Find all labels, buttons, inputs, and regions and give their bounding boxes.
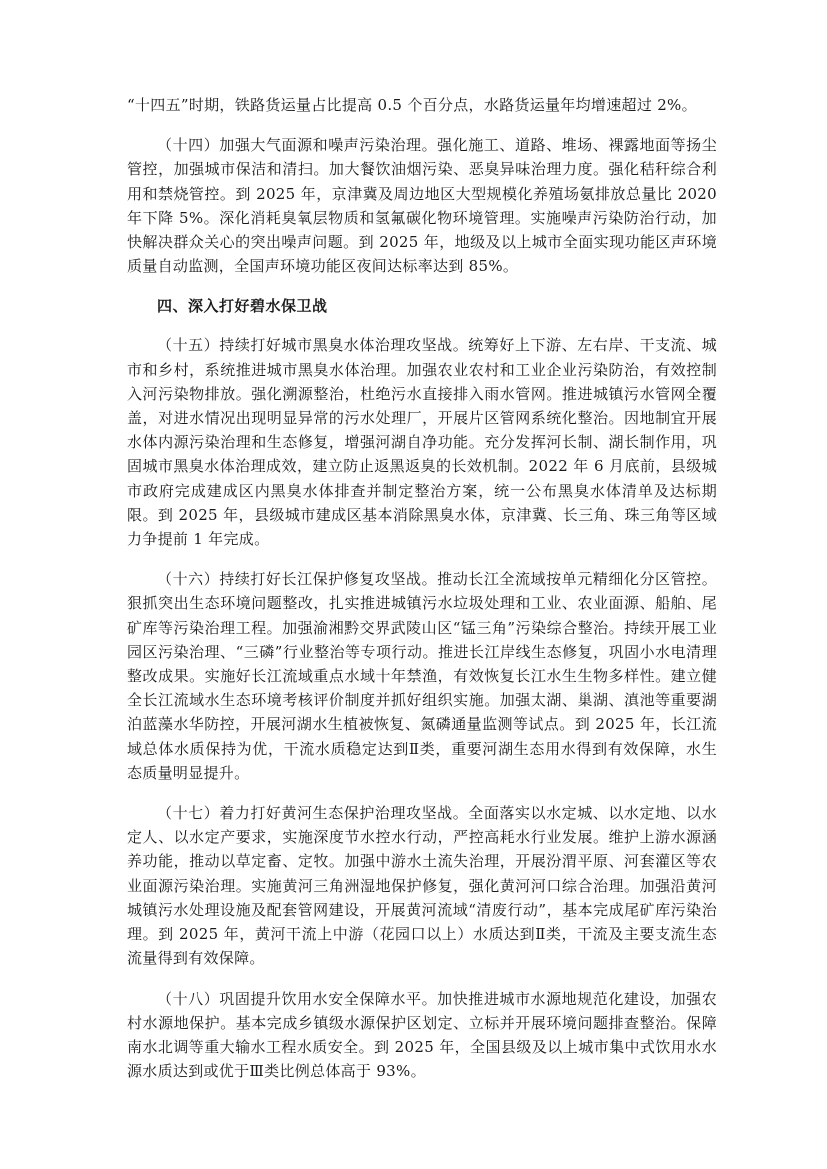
section-heading: 四、深入打好碧水保卫战 [157, 297, 328, 316]
paragraph-item-17: （十七）着力打好黄河生态保护治理攻坚战。全面落实以水定城、以水定地、以水定人、以水定产要求，实施深度节水控水行动，严控高耗水行业发展。维护上游水源涵养功能，推动以草定畜、定牧。加强中游水土流失治理，开展汾渭平原、河套灌区等农业面源污染治理。实施黄河三角洲湿地保护修复，强化黄河河口综合治理。加强沿黄河城镇污水处理设施及配套管网建设，开展黄河流域“清废行动”，基本完成尾矿库污染治理。到 2025 年，黄河干流上中游（花园口以上）水质达到Ⅱ类，干流及主要支流生态流量得到有效保障。 [127, 804, 717, 968]
paragraph-item-16: （十六）持续打好长江保护修复攻坚战。推动长江全流域按单元精细化分区管控。狠抓突出生态环境问题整改，扎实推进城镇污水垃圾处理和工业、农业面源、船舶、尾矿库等污染治理工程。加强渝湘黔交界武陵山区“锰三角”污染综合整治。持续开展工业园区污染治理、“三磷”行业整治等专项行动。推进长江岸线生态修复，巩固小水电清理整改成果。实施好长江流域重点水域十年禁渔，有效恢复长江水生生物多样性。建立健全长江流域水生态环境考核评价制度并抓好组织实施。加强太湖、巢湖、滇池等重要湖泊蓝藻水华防控，开展河湖水生植被恢复、氮磷通量监测等试点。到 2025 年，长江流域总体水质保持为优，干流水质稳定达到Ⅱ类，重要河湖生态用水得到有效保障，水生态质量明显提升。 [127, 570, 717, 782]
paragraph-continuation: “十四五”时期，铁路货运量占比提高 0.5 个百分点，水路货运量年均增速超过 2%。 [127, 96, 697, 114]
paragraph-item-18: （十八）巩固提升饮用水安全保障水平。加快推进城市水源地规范化建设，加强农村水源地保护。基本完成乡镇级水源保护区划定、立标并开展环境问题排查整治。保障南水北调等重大输水工程水质安全。到 2025 年，全国县级及以上城市集中式饮用水水源水质达到或优于Ⅲ类比例总体高于 93%。 [127, 989, 717, 1081]
paragraph-item-15: （十五）持续打好城市黑臭水体治理攻坚战。统筹好上下游、左右岸、干支流、城市和乡村，系统推进城市黑臭水体治理。加强农业农村和工业企业污染防治，有效控制入河污染物排放。强化溯源整治，杜绝污水直接排入雨水管网。推进城镇污水管网全覆盖，对进水情况出现明显异常的污水处理厂，开展片区管网系统化整治。因地制宜开展水体内源污染治理和生态修复，增强河湖自净功能。充分发挥河长制、湖长制作用，巩固城市黑臭水体治理成效，建立防止返黑返臭的长效机制。2022 年 6 月底前，县级城市政府完成建成区内黑臭水体排查并制定整治方案，统一公布黑臭水体清单及达标期限。到 2025 年，县级城市建成区基本消除黑臭水体，京津冀、长三角、珠三角等区域力争提前 1 年完成。 [127, 336, 717, 549]
paragraph-item-14: （十四）加强大气面源和噪声污染治理。强化施工、道路、堆场、裸露地面等扬尘管控，加强城市保洁和清扫。加大餐饮油烟污染、恶臭异味治理力度。强化秸秆综合利用和禁烧管控。到 2025 年，京津冀及周边地区大型规模化养殖场氨排放总量比 2020 年下降 5%。深化消耗臭氧层物质和氢氟碳化物环境管理。实施噪声污染防治行动，加快解决群众关心的突出噪声问题。到 2025 年，地级及以上城市全面实现功能区声环境质量自动监测，全国声环境功能区夜间达标率达到 85%。 [127, 136, 717, 276]
